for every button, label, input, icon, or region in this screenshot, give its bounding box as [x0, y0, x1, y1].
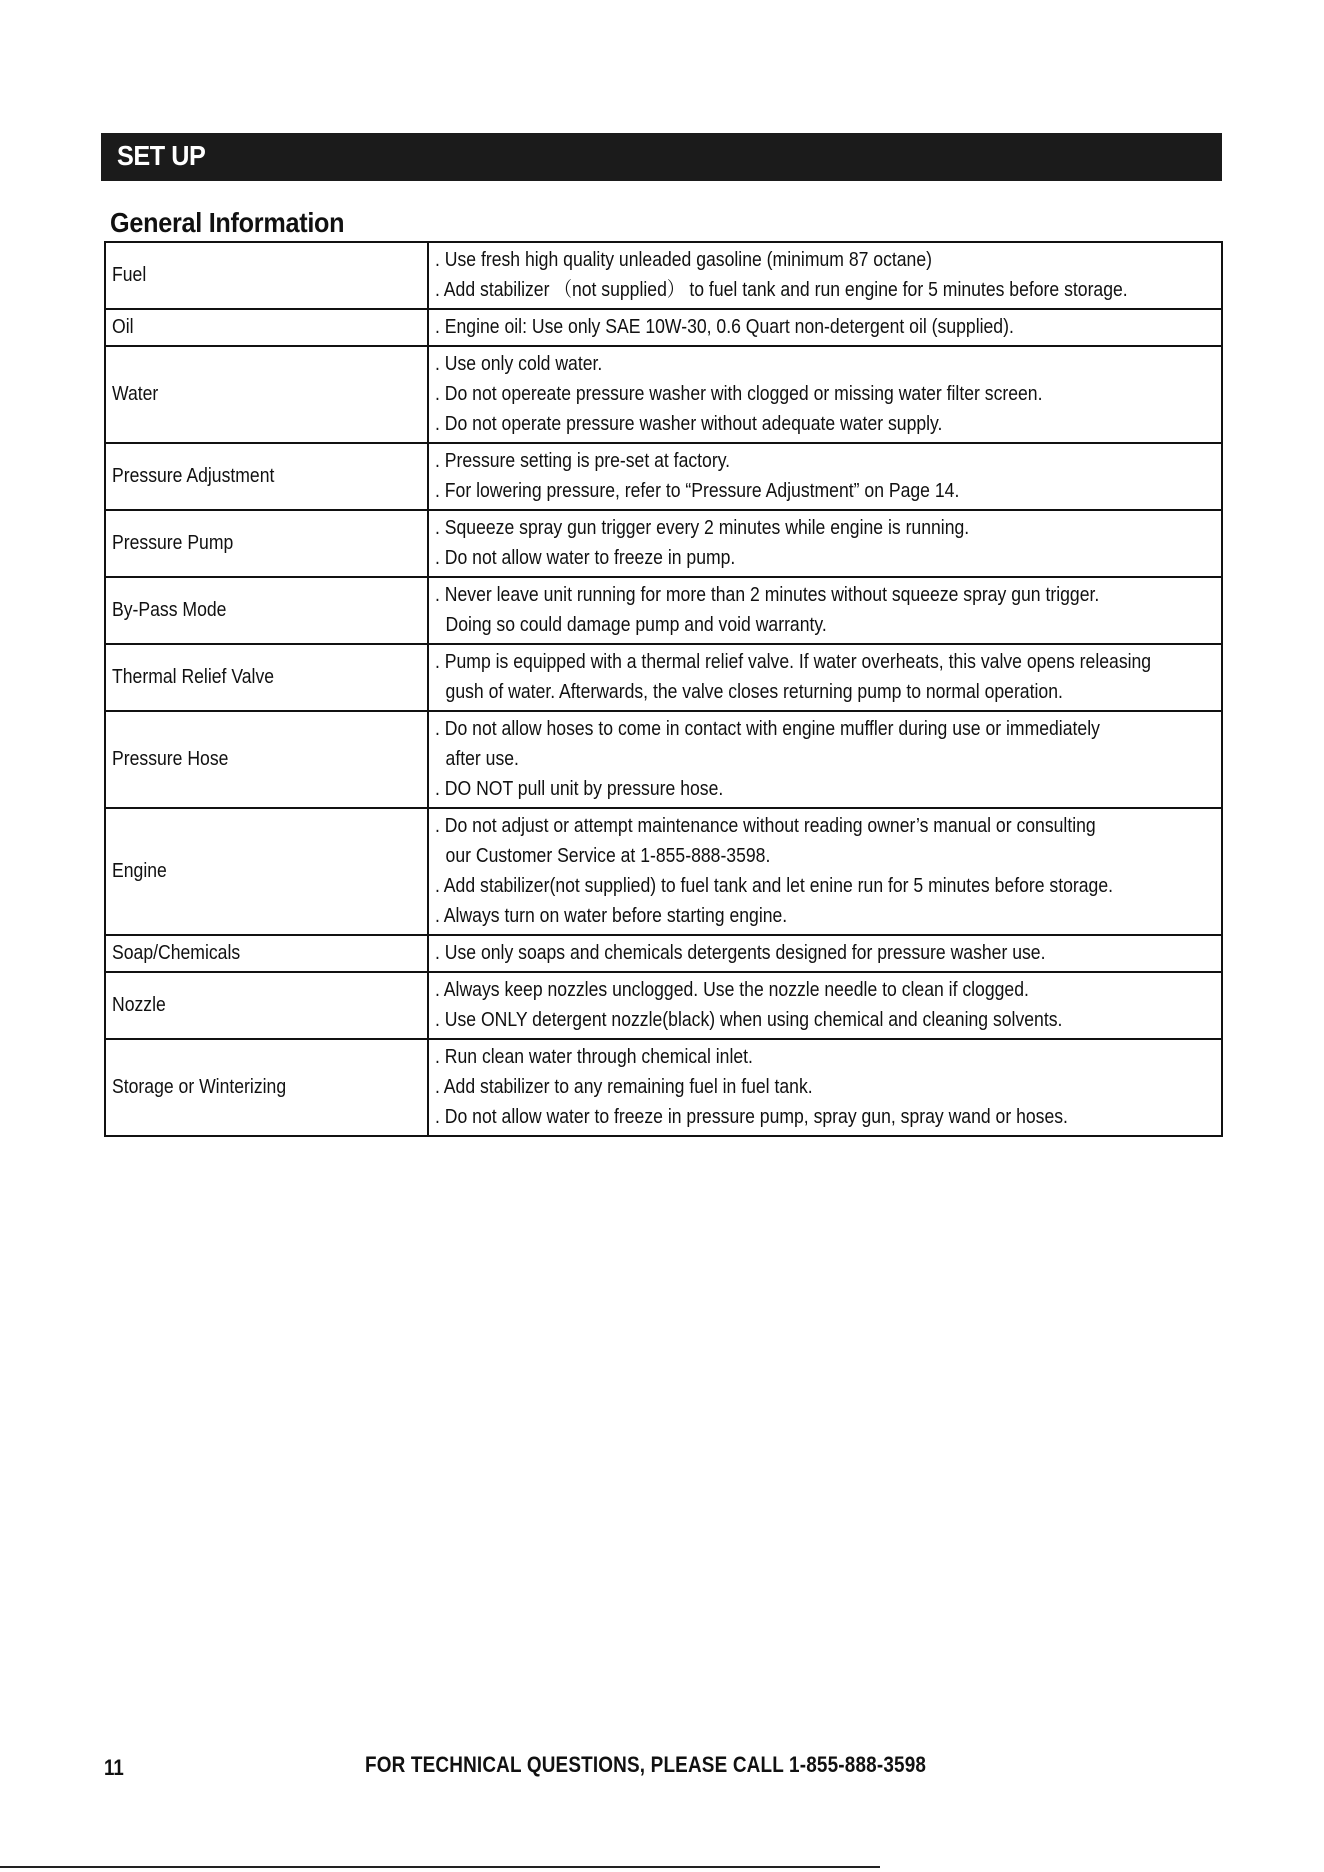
row-label: Pressure Adjustment: [112, 465, 275, 487]
row-label-cell: [105, 242, 428, 309]
table-row: [105, 242, 1222, 309]
row-content-line: gush of water. Afterwards, the valve closes returning pump to normal operation.: [445, 681, 1063, 703]
row-label-cell: [105, 309, 428, 346]
table-row: [105, 644, 1222, 711]
row-label-cell: [105, 644, 428, 711]
row-label: Soap/Chemicals: [112, 942, 241, 964]
row-content-line: . Always turn on water before starting engine.: [435, 905, 788, 927]
row-label: Oil: [112, 316, 134, 338]
row-content-cell: [428, 1039, 1222, 1136]
row-content-cell: [428, 309, 1222, 346]
table-row: [105, 972, 1222, 1039]
row-content-line: . Do not operate pressure washer without adequate water supply.: [435, 413, 943, 435]
row-content-cell: [428, 443, 1222, 510]
row-label-cell: [105, 510, 428, 577]
row-label: Water: [112, 383, 159, 405]
row-content-line: . Use only soaps and chemicals detergents designed for pressure washer use.: [435, 942, 1046, 964]
row-content-line: . Always keep nozzles unclogged. Use the nozzle needle to clean if clogged.: [435, 979, 1029, 1001]
row-content-line: Doing so could damage pump and void warranty.: [445, 614, 827, 636]
row-label-cell: [105, 443, 428, 510]
row-label-cell: [105, 1039, 428, 1136]
general-information-table: [104, 241, 1223, 1137]
row-content-line: . Never leave unit running for more than 2 minutes without squeeze spray gun trigger.: [435, 584, 1100, 606]
row-content-line: after use.: [445, 748, 519, 770]
row-content-line: . Do not adjust or attempt maintenance without reading owner’s manual or consulting: [435, 815, 1096, 837]
table-row: [105, 711, 1222, 808]
row-content-cell: [428, 577, 1222, 644]
row-content-line: . Use fresh high quality unleaded gasoline (minimum 87 octane): [435, 249, 932, 271]
row-content-line: . Do not allow water to freeze in pressure pump, spray gun, spray wand or hoses.: [435, 1106, 1068, 1128]
row-content-cell: [428, 935, 1222, 972]
row-content-line: . Squeeze spray gun trigger every 2 minutes while engine is running.: [435, 517, 970, 539]
row-content-line: . Do not allow hoses to come in contact with engine muffler during use or immediately: [435, 718, 1100, 740]
row-label-cell: [105, 972, 428, 1039]
row-label-cell: [105, 711, 428, 808]
section-header-bar: [101, 133, 1222, 181]
row-content-cell: [428, 242, 1222, 309]
table-row: [105, 808, 1222, 935]
table-row: [105, 510, 1222, 577]
row-label-cell: [105, 346, 428, 443]
row-label: Thermal Relief Valve: [112, 666, 275, 688]
row-content-line: . Run clean water through chemical inlet.: [435, 1046, 753, 1068]
table-row: [105, 309, 1222, 346]
row-content-line: . DO NOT pull unit by pressure hose.: [435, 778, 724, 800]
row-content-line: . Do not allow water to freeze in pump.: [435, 547, 736, 569]
row-content-line: . For lowering pressure, refer to “Pressure Adjustment” on Page 14.: [435, 480, 960, 502]
row-label-cell: [105, 577, 428, 644]
row-label: Fuel: [112, 264, 147, 286]
row-content-line: . Add stabilizer （not supplied） to fuel tank and run engine for 5 minutes before storage.: [435, 279, 1128, 301]
table-row: [105, 346, 1222, 443]
row-content-cell: [428, 346, 1222, 443]
row-label: By-Pass Mode: [112, 599, 227, 621]
row-content-line: . Add stabilizer to any remaining fuel in fuel tank.: [435, 1076, 813, 1098]
row-label-cell: [105, 808, 428, 935]
bottom-rule: [0, 1866, 880, 1868]
row-content-line: . Use ONLY detergent nozzle(black) when using chemical and cleaning solvents.: [435, 1009, 1063, 1031]
table-row: [105, 1039, 1222, 1136]
row-content-cell: [428, 644, 1222, 711]
row-content-line: . Do not opereate pressure washer with clogged or missing water filter screen.: [435, 383, 1043, 405]
row-label: Storage or Winterizing: [112, 1076, 287, 1098]
row-content-line: . Engine oil: Use only SAE 10W-30, 0.6 Quart non-detergent oil (supplied).: [435, 316, 1014, 338]
section-subtitle: General Information: [110, 207, 345, 238]
page-number: 11: [104, 1755, 124, 1780]
footer-contact-text: FOR TECHNICAL QUESTIONS, PLEASE CALL 1-855-888-3598: [365, 1752, 927, 1777]
row-content-line: . Pressure setting is pre-set at factory.: [435, 450, 731, 472]
table-row: [105, 935, 1222, 972]
row-content-line: . Use only cold water.: [435, 353, 603, 375]
row-label-cell: [105, 935, 428, 972]
row-content-line: . Pump is equipped with a thermal relief valve. If water overheats, this valve opens releasing: [435, 651, 1152, 673]
row-content-cell: [428, 972, 1222, 1039]
row-label: Engine: [112, 860, 167, 882]
table-row: [105, 443, 1222, 510]
row-label: Pressure Hose: [112, 748, 229, 770]
section-header-title: SET UP: [117, 140, 206, 171]
row-label: Pressure Pump: [112, 532, 234, 554]
row-label: Nozzle: [112, 994, 166, 1016]
row-content-cell: [428, 510, 1222, 577]
row-content-line: our Customer Service at 1-855-888-3598.: [445, 845, 771, 867]
row-content-cell: [428, 711, 1222, 808]
row-content-cell: [428, 808, 1222, 935]
row-content-line: . Add stabilizer(not supplied) to fuel tank and let enine run for 5 minutes before storage.: [435, 875, 1114, 897]
table-row: [105, 577, 1222, 644]
